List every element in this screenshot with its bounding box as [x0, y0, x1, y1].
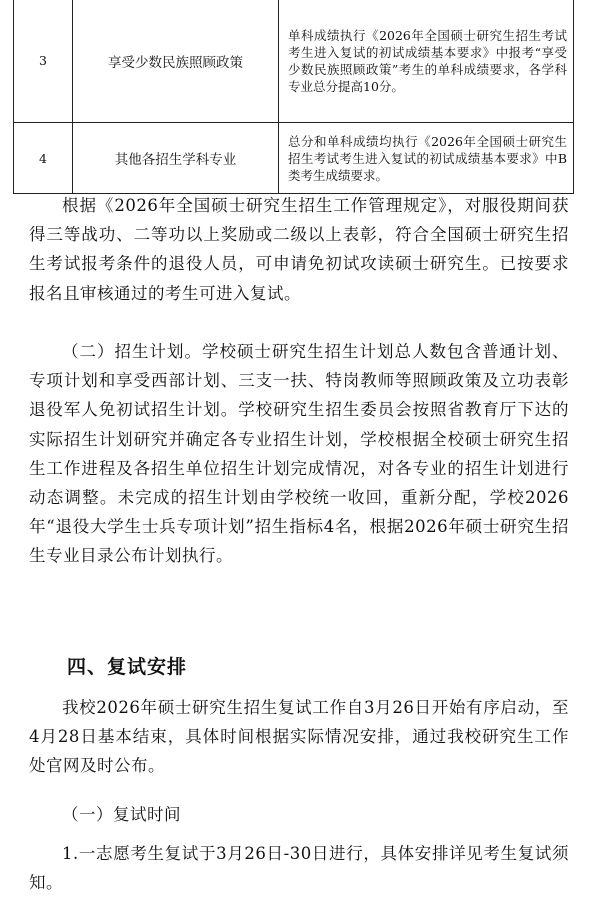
table-row	[14, 123, 574, 194]
table-row	[14, 0, 574, 123]
requirement-cell: 总分和单科成绩均执行《2026年全国硕士研究生招生考试考生进入复试的初试成绩基本要求》中B类考生成绩要求。	[279, 123, 574, 194]
veterans-exemption-paragraph: 根据《2026年全国硕士研究生招生工作管理规定》，对服役期间获得三等战功、二等功以上奖励或二级以上表彰，符合全国硕士研究生招生考试报考条件的退役人员，可申请免初试攻读硕士研究生。已按要求报名且审核通过的考生可进入复试。	[29, 196, 569, 303]
enrollment-plan-paragraph: （二）招生计划。学校硕士研究生招生计划总人数包含普通计划、专项计划和享受西部计划、三支一扶、特岗教师等照顾政策及立功表彰退役军人免初试招生计划。学校研究生招生委员会按照省教育厅下达的实际招生计划研究并确定各专业招生计划，学校根据全校硕士研究生招生工作进程及各招生单位招生计划完成情况，对各专业的招生计划进行动态调整。未完成的招生计划由学校统一收回，重新分配，学校2026年“退役大学生士兵专项计划”招生指标4名，根据2026年硕士研究生招生专业目录公布计划执行。	[29, 342, 569, 566]
arrangement-paragraph: 我校2026年硕士研究生招生复试工作自3月26日开始有序启动，至4月28日基本结束，具体时间根据实际情况安排，通过我校研究生工作处官网及时公布。	[29, 698, 569, 776]
first-choice-paragraph: 1.一志愿考生复试于3月26日-30日进行，具体安排详见考生复试须知。	[29, 844, 569, 893]
score-requirements-table	[13, 0, 574, 194]
requirement-cell: 单科成绩执行《2026年全国硕士研究生招生考试考生进入复试的初试成绩基本要求》中报考“享受少数民族照顾政策”考生的单科成绩要求，各学科专业总分提高10分。	[279, 0, 574, 123]
row-number: 4	[14, 123, 73, 194]
section-heading: 四、复试安排	[67, 656, 188, 678]
subsection-heading: （一）复试时间	[62, 805, 181, 824]
category-cell: 享受少数民族照顾政策	[73, 0, 279, 123]
category-cell: 其他各招生学科专业	[73, 123, 279, 194]
row-number: 3	[14, 0, 73, 123]
